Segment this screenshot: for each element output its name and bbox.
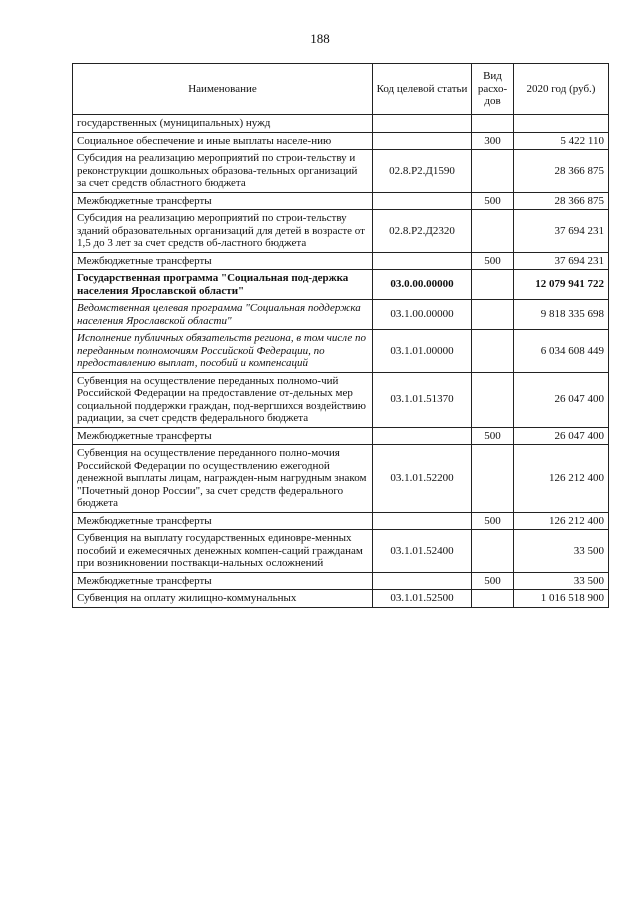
row-name-cell: Межбюджетные трансферты xyxy=(73,192,373,210)
row-amount-cell: 5 422 110 xyxy=(514,132,609,150)
row-type-cell: 300 xyxy=(472,132,514,150)
row-name-cell: Межбюджетные трансферты xyxy=(73,512,373,530)
row-code-cell: 03.1.01.00000 xyxy=(373,330,472,373)
row-name-cell: Субсидия на реализацию мероприятий по строи-тельству и реконструкции дошкольных образова-тельных организаций за счет средств областного бюджета xyxy=(73,150,373,193)
row-type-cell xyxy=(472,270,514,300)
row-amount-cell: 6 034 608 449 xyxy=(514,330,609,373)
row-code-cell: 02.8.P2.Д2320 xyxy=(373,210,472,253)
header-type: Вид расхо-дов xyxy=(472,64,514,115)
row-type-cell: 500 xyxy=(472,192,514,210)
row-type-cell: 500 xyxy=(472,572,514,590)
row-type-cell xyxy=(472,590,514,608)
row-type-cell xyxy=(472,330,514,373)
table-row xyxy=(73,210,609,253)
row-code-cell: 03.1.01.52500 xyxy=(373,590,472,608)
table-row xyxy=(73,512,609,530)
table-row xyxy=(73,590,609,608)
header-name: Наименование xyxy=(73,64,373,115)
table-row xyxy=(73,330,609,373)
table-row xyxy=(73,150,609,193)
row-code-cell xyxy=(373,572,472,590)
table-row xyxy=(73,372,609,427)
row-amount-cell: 28 366 875 xyxy=(514,192,609,210)
table-row xyxy=(73,445,609,513)
row-amount-cell: 28 366 875 xyxy=(514,150,609,193)
row-name-cell: Межбюджетные трансферты xyxy=(73,252,373,270)
row-amount-cell: 26 047 400 xyxy=(514,372,609,427)
row-name-cell: Субвенция на осуществление переданного полно-мочия Российской Федерации по осуществлению ежегодной денежной выплаты лицам, награжден-ным нагрудным знаком "Почетный донор России", за счет средств федерального бюджета xyxy=(73,445,373,513)
row-type-cell xyxy=(472,300,514,330)
row-amount-cell: 1 016 518 900 xyxy=(514,590,609,608)
header-code: Код целевой статьи xyxy=(373,64,472,115)
row-name-cell: государственных (муниципальных) нужд xyxy=(73,115,373,133)
row-name-cell: Межбюджетные трансферты xyxy=(73,572,373,590)
table-row xyxy=(73,300,609,330)
row-code-cell xyxy=(373,115,472,133)
table-row xyxy=(73,427,609,445)
row-code-cell: 03.0.00.00000 xyxy=(373,270,472,300)
table-row xyxy=(73,530,609,573)
row-code-cell xyxy=(373,252,472,270)
row-type-cell xyxy=(472,210,514,253)
table-body xyxy=(73,115,609,608)
row-amount-cell: 12 079 941 722 xyxy=(514,270,609,300)
budget-table xyxy=(72,63,609,608)
row-amount-cell: 9 818 335 698 xyxy=(514,300,609,330)
row-code-cell xyxy=(373,512,472,530)
row-code-cell xyxy=(373,132,472,150)
row-name-cell: Субвенция на осуществление переданных полномо-чий Российской Федерации на предоставление от-дельных мер социальной поддержки граждан, под-вергшихся воздействию радиации, за счет средств федерального бюджета xyxy=(73,372,373,427)
row-name-cell: Субвенция на оплату жилищно-коммунальных xyxy=(73,590,373,608)
page-number: 188 xyxy=(310,31,330,46)
row-amount-cell: 126 212 400 xyxy=(514,445,609,513)
table-row xyxy=(73,132,609,150)
table-row xyxy=(73,572,609,590)
row-name-cell: Субвенция на выплату государственных единовре-менных пособий и ежемесячных денежных компен-саций гражданам при возникновении поствакци-нальных осложнений xyxy=(73,530,373,573)
row-amount-cell: 126 212 400 xyxy=(514,512,609,530)
row-code-cell: 02.8.P2.Д1590 xyxy=(373,150,472,193)
row-type-cell xyxy=(472,445,514,513)
row-code-cell: 03.1.01.51370 xyxy=(373,372,472,427)
row-code-cell: 03.1.00.00000 xyxy=(373,300,472,330)
row-type-cell: 500 xyxy=(472,512,514,530)
row-type-cell xyxy=(472,530,514,573)
row-amount-cell: 37 694 231 xyxy=(514,252,609,270)
table-row xyxy=(73,252,609,270)
table-row xyxy=(73,270,609,300)
row-name-cell: Субсидия на реализацию мероприятий по строи-тельству зданий образовательных организаций для детей в возрасте от 1,5 до 3 лет за счет средств об-ластного бюджета xyxy=(73,210,373,253)
row-code-cell: 03.1.01.52200 xyxy=(373,445,472,513)
row-amount-cell: 26 047 400 xyxy=(514,427,609,445)
row-type-cell xyxy=(472,150,514,193)
row-amount-cell xyxy=(514,115,609,133)
row-amount-cell: 37 694 231 xyxy=(514,210,609,253)
table-header-row xyxy=(73,64,609,115)
row-name-cell: Ведомственная целевая программа "Социальная поддержка населения Ярославской области" xyxy=(73,300,373,330)
row-name-cell: Межбюджетные трансферты xyxy=(73,427,373,445)
row-name-cell: Исполнение публичных обязательств региона, в том числе по переданным полномочиям Российской Федерации, по предоставлению выплат, пособий и компенсаций xyxy=(73,330,373,373)
row-name-cell: Социальное обеспечение и иные выплаты населе-нию xyxy=(73,132,373,150)
header-amount: 2020 год (руб.) xyxy=(514,64,609,115)
row-name-cell: Государственная программа "Социальная под-держка населения Ярославской области" xyxy=(73,270,373,300)
row-type-cell: 500 xyxy=(472,252,514,270)
row-amount-cell: 33 500 xyxy=(514,530,609,573)
row-code-cell xyxy=(373,427,472,445)
row-type-cell xyxy=(472,115,514,133)
row-code-cell xyxy=(373,192,472,210)
row-amount-cell: 33 500 xyxy=(514,572,609,590)
table-row xyxy=(73,192,609,210)
row-code-cell: 03.1.01.52400 xyxy=(373,530,472,573)
row-type-cell xyxy=(472,372,514,427)
row-type-cell: 500 xyxy=(472,427,514,445)
table-row xyxy=(73,115,609,133)
